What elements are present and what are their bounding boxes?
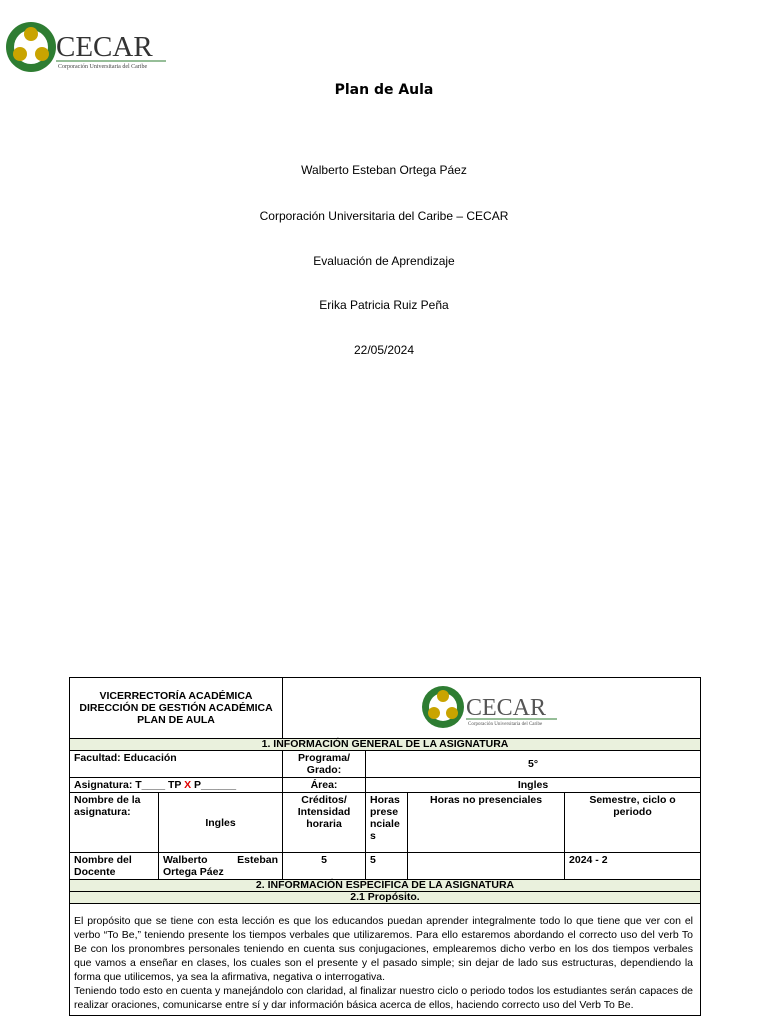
docente-label: Nombre del Docente [70,853,159,880]
creditos-value: 5 [283,853,366,880]
grado-value: 5° [366,751,701,778]
cover-institution: Corporación Universitaria del Caribe – CECAR [259,209,509,223]
horas-presenciales-label: Horas prese nciale s [366,793,408,853]
area-label: Área: [283,778,366,793]
cover-date: 22/05/2024 [353,343,415,357]
facultad-cell: Facultad: Educación [70,751,283,778]
logo-subtitle: Corporación Universitaria del Caribe [58,64,148,70]
asignatura-mark: X [184,779,192,791]
header-vicerrectoria: VICERRECTORÍA ACADÉMICA [99,690,253,702]
asignatura-cell [70,778,283,793]
cecar-logo [6,20,176,74]
section-2-heading: 2. INFORMACIÓN ESPECÍFICA DE LA ASIGNATURA [70,880,701,892]
area-value: Ingles [366,778,701,793]
nombre-asignatura-label: Nombre de la asignatura: [70,793,159,853]
cover-teacher: Erika Patricia Ruiz Peña [319,298,449,312]
proposito-paragraph-1: El propósito que se tiene con esta lección es que los educandos puedan aprender integralmente todo lo que tiene que ver con el verbo “To Be,” teniendo presente los tiempos verbales que utilizaremos. Para ello estaremos abordando el correcto uso del verb To Be con los pronombres personales teniendo en cuenta sus conjugaciones, emplearemos dicho verbo en los dos tiempos verbales que vamos a enseñar en clases, los cuales son el presente y el pasado simple; sin dejar de lado sus estructuras, dependiendo la forma que utilicemos, ya sea la afirmativa, negativa o interrogativa. [74,915,694,983]
header-cell [70,678,283,739]
proposito-paragraph-2: Teniendo todo esto en cuenta y manejándolo con claridad, al finalizar nuestro ciclo o periodo todos los estudiantes serán capaces de realizar oraciones, comunicarse entre sí y dar información básica acerca de ellos, haciendo correcto uso del Verb To Be. [74,985,694,1011]
nombre-asignatura-value: Ingles [159,793,283,853]
header-logo-cell [283,678,701,739]
horas-presenciales-value: 5 [366,853,408,880]
cover-title: Plan de Aula [334,82,434,98]
logo-text: CECAR [56,31,153,63]
cover-course: Evaluación de Aprendizaje [313,254,455,268]
programa-label: Programa/ Grado: [283,751,366,778]
cecar-logo-icon [422,685,562,729]
proposito-cell [70,904,701,1016]
asignatura-text-2: P______ [191,779,237,791]
horas-no-presenciales-value [408,853,565,880]
header-plan: PLAN DE AULA [137,714,215,726]
section-2-1-heading: 2.1 Propósito. [70,892,701,904]
logo-subtitle: Corporación Universitaria del Caribe [467,721,542,727]
cover-author: Walberto Esteban Ortega Páez [301,163,467,177]
creditos-label: Créditos/ Intensidad horaria [283,793,366,853]
docente-value: Walberto Esteban Ortega Páez [159,853,283,880]
section-1-heading: 1. INFORMACIÓN GENERAL DE LA ASIGNATURA [70,739,701,751]
header-direccion: DIRECCIÓN DE GESTIÓN ACADÉMICA [79,702,273,714]
semestre-label: Semestre, ciclo o periodo [565,793,701,853]
asignatura-text: Asignatura: T____ TP [74,779,185,791]
horas-no-presenciales-label: Horas no presenciales [408,793,565,853]
plan-table [69,677,701,1016]
semestre-value: 2024 - 2 [565,853,701,880]
cecar-logo-icon [6,20,176,74]
logo-text: CECAR [465,694,546,721]
